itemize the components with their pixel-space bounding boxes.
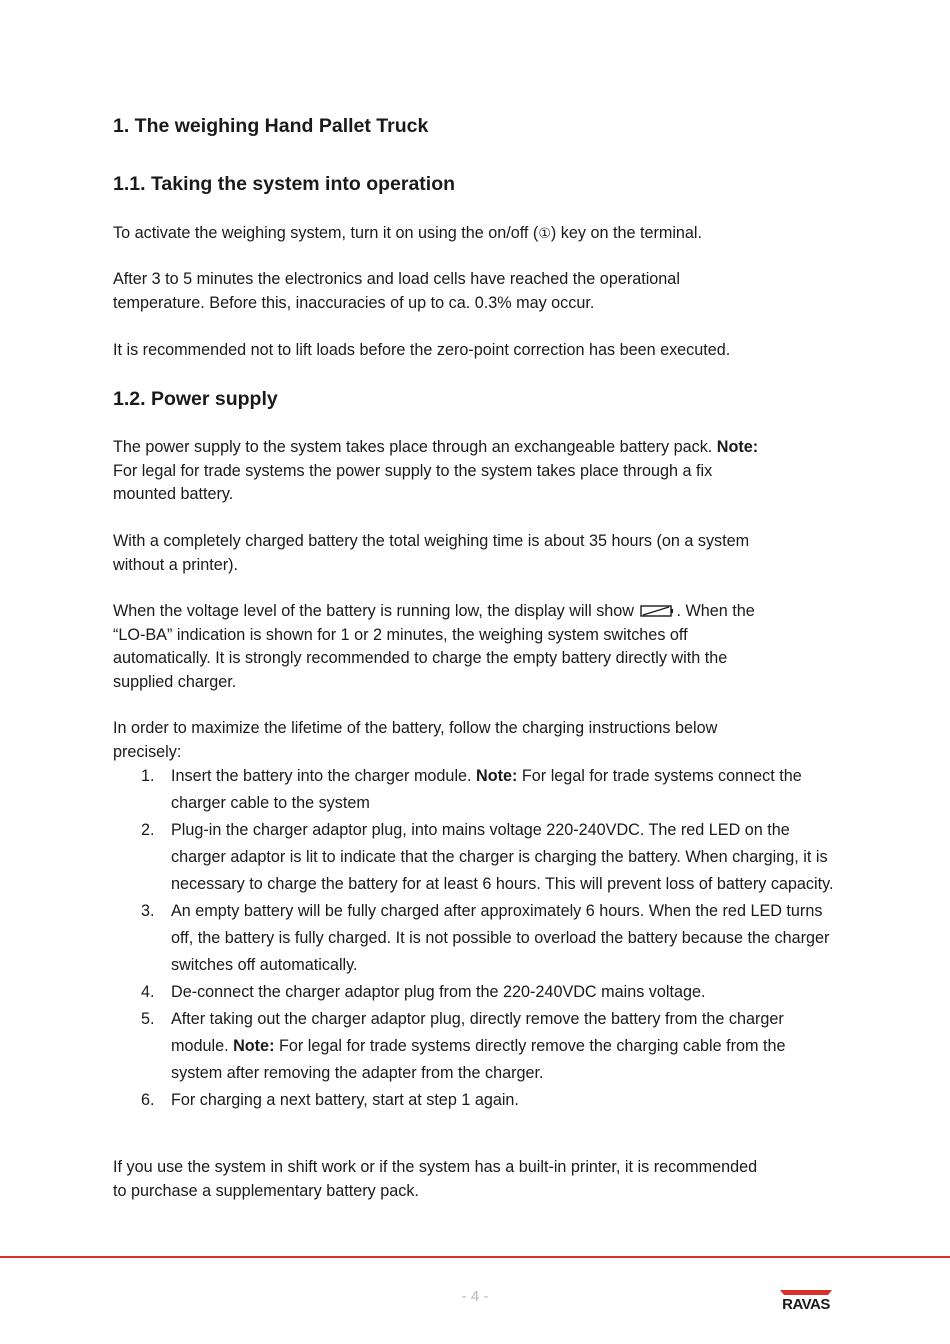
list-item <box>141 1006 835 1087</box>
charging-steps-list <box>141 763 835 1114</box>
step-number: 3. <box>141 902 155 920</box>
step-text-post: For legal for trade systems directly remove the charging cable from the system after removing the adapter from the charger. <box>171 1037 786 1082</box>
step-number: 4. <box>141 983 155 1001</box>
supply-line-2: For legal for trade systems the power supply to the system takes place through a fix <box>113 461 713 480</box>
low-line-4: supplied charger. <box>113 672 237 691</box>
heading-section-1-2: 1.2. Power supply <box>113 388 278 410</box>
low-line-2: “LO-BA” indication is shown for 1 or 2 minutes, the weighing system switches off <box>113 625 688 644</box>
list-item <box>141 898 835 979</box>
warmup-line-2: temperature. Before this, inaccuracies of up to ca. 0.3% may occur. <box>113 293 595 312</box>
lifetime-line-1: In order to maximize the lifetime of the battery, follow the charging instructions below <box>113 719 718 737</box>
list-item <box>141 979 835 1006</box>
low-battery-icon <box>640 604 674 618</box>
charged-line-2: without a printer). <box>113 555 239 574</box>
step-number: 6. <box>141 1091 155 1109</box>
heading-section-1-1: 1.1. Taking the system into operation <box>113 173 456 195</box>
low-line-1a: When the voltage level of the battery is running low, the display will show <box>113 602 639 620</box>
heading-section-1: 1. The weighing Hand Pallet Truck <box>113 115 429 137</box>
paragraph-charged <box>113 530 835 577</box>
lifetime-line-2: precisely: <box>113 742 182 761</box>
step-note-label: Note: <box>476 767 518 785</box>
paragraph-activate <box>113 222 835 246</box>
supply-line-1: The power supply to the system takes place through an exchangeable battery pack. <box>113 438 717 456</box>
step-number: 1. <box>141 767 155 785</box>
step-note-label: Note: <box>233 1037 275 1055</box>
page-number: - 4 - <box>461 1288 489 1305</box>
note-label: Note: <box>716 438 759 456</box>
shift-line-2: to purchase a supplementary battery pack. <box>113 1181 419 1200</box>
low-line-1b: . When the <box>676 602 755 620</box>
paragraph-supply <box>113 436 835 507</box>
step-text: After taking out the charger adaptor plug, directly remove the battery from the charger module. <box>171 1010 784 1055</box>
paragraph-low-battery <box>113 600 835 694</box>
logo-text: RAVAS <box>782 1296 830 1310</box>
activate-text-b: ) key on the terminal. <box>550 224 703 242</box>
list-item <box>141 817 835 898</box>
ravas-logo <box>776 1290 836 1310</box>
step-text: An empty battery will be fully charged after approximately 6 hours. When the red LED turns off, the battery is fully charged. It is not possible to overload the battery because the charger switches off automatically. <box>171 902 830 974</box>
paragraph-lifetime <box>113 717 835 764</box>
low-line-3: automatically. It is strongly recommended to charge the empty battery directly with the <box>113 649 728 667</box>
paragraph-warmup <box>113 268 835 315</box>
charged-line-1: With a completely charged battery the total weighing time is about 35 hours (on a system <box>113 532 750 550</box>
step-text: De-connect the charger adaptor plug from the 220-240VDC mains voltage. <box>171 983 706 1001</box>
step-number: 2. <box>141 821 155 839</box>
list-item <box>141 1087 835 1114</box>
paragraph-shift-work <box>113 1156 835 1203</box>
step-text: Insert the battery into the charger module. <box>171 767 477 785</box>
step-text-post: For legal for trade systems connect the charger cable to the system <box>171 767 802 812</box>
paragraph-recommend: It is recommended not to lift loads before the zero-point correction has been executed. <box>113 341 731 359</box>
shift-line-1: If you use the system in shift work or if the system has a built-in printer, it is recommended <box>113 1158 758 1176</box>
supply-line-3: mounted battery. <box>113 485 234 503</box>
step-number: 5. <box>141 1010 155 1028</box>
power-key-icon: ① <box>538 225 551 241</box>
step-text: Plug-in the charger adaptor plug, into mains voltage 220-240VDC. The red LED on the charger adaptor is lit to indicate that the charger is charging the battery. When charging, it is necessary to charge the battery for at least 6 hours. This will prevent loss of battery capacity. <box>171 821 834 893</box>
list-item <box>141 763 835 817</box>
activate-text-a: To activate the weighing system, turn it on using the on/off ( <box>113 224 539 242</box>
footer-divider <box>0 1256 950 1258</box>
warmup-line-1: After 3 to 5 minutes the electronics and load cells have reached the operational <box>113 270 680 288</box>
step-text: For charging a next battery, start at step 1 again. <box>171 1091 519 1109</box>
